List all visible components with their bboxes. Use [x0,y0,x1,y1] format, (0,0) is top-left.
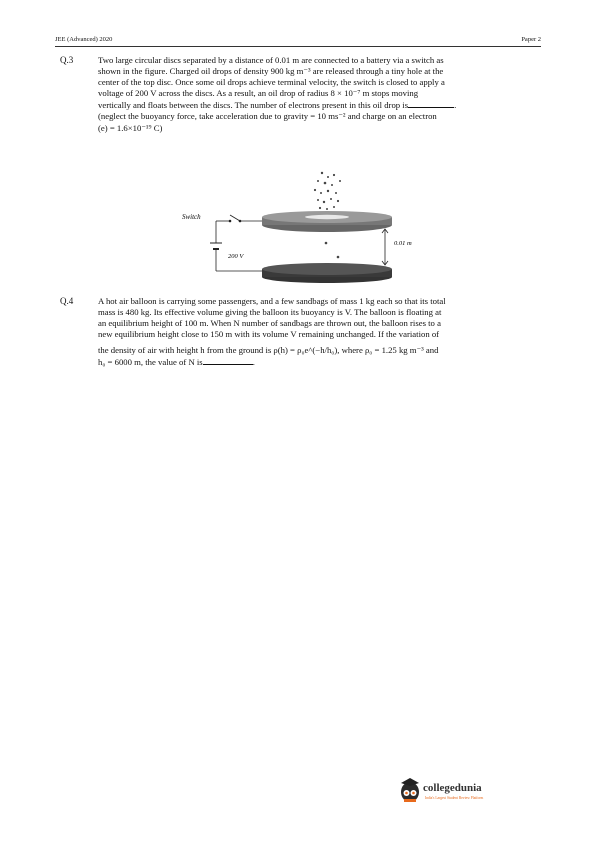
top-disc [262,211,392,232]
voltage-label: 200 V [228,253,244,260]
header-paper-number: Paper 2 [521,36,541,43]
q3-line: Two large circular discs separated by a distance of 0.01 m are connected to a battery via a switch as [98,55,444,65]
q4-line: the density of air with height h from the ground is ρ(h) = ρ₀e^(−h/h₀), where ρ₀ = 1.25 kg m⁻³ and [98,345,439,356]
answer-blank [408,99,454,108]
owl-mascot-icon [401,778,419,802]
switch-label: Switch [182,213,201,221]
question-4-text [98,296,541,369]
header-rule [55,46,541,47]
collegedunia-logo [398,775,528,805]
header-exam-title: JEE (Advanced) 2020 [55,36,113,43]
question-4-number: Q.4 [60,296,74,306]
q3-line: center of the top disc. Once some oil drops achieve terminal velocity, the switch is closed to apply a [98,77,445,88]
battery-icon [210,243,222,249]
q3-line: vertically and floats between the discs. The number of electrons present in this oil drop is . [98,100,457,111]
q3-line: voltage of 200 V across the discs. As a result, an oil drop of radius 8 × 10⁻⁷ m stops moving [98,88,419,99]
q4-line: h₀ = 6000 m, the value of N is . [98,357,255,368]
q4-line: A hot air balloon is carrying some passengers, and a few sandbags of mass 1 kg each so that its total [98,296,446,306]
q3-line: (e) = 1.6×10⁻¹⁹ C) [98,122,163,133]
q3-line: shown in the figure. Charged oil drops of density 900 kg m⁻³ are released through a tiny hole at the [98,66,444,77]
q4-line-text: h₀ = 6000 m, the value of N is [98,357,203,368]
q4-line: mass is 480 kg. Its effective volume giving the balloon its buoyancy is V. The balloon is floating at [98,307,442,318]
question-3-text [98,55,541,134]
switch-icon [229,220,242,223]
question-3-number: Q.3 [60,55,74,65]
q3-line: (neglect the buoyancy force, take acceleration due to gravity = 10 ms⁻² and charge on an electron [98,111,437,122]
bottom-disc [262,263,392,283]
q4-line: new equilibrium height close to 150 m with its volume V remaining unchanged. If the variation of [98,329,440,340]
brand-name: collegedunia [423,782,482,794]
millikan-apparatus-figure [170,165,430,285]
gap-arrow [382,229,388,265]
gap-label: 0.01 m [394,240,412,247]
brand-tagline: India's Largest Student Review Platform [425,796,484,800]
answer-blank [203,356,253,365]
q3-line-text: vertically and floats between the discs. The number of electrons present in this oil drop is [98,100,409,111]
q4-line: an equilibrium height of 100 m. When N number of sandbags are thrown out, the balloon rises to a [98,318,441,329]
circuit-wires [216,215,262,271]
